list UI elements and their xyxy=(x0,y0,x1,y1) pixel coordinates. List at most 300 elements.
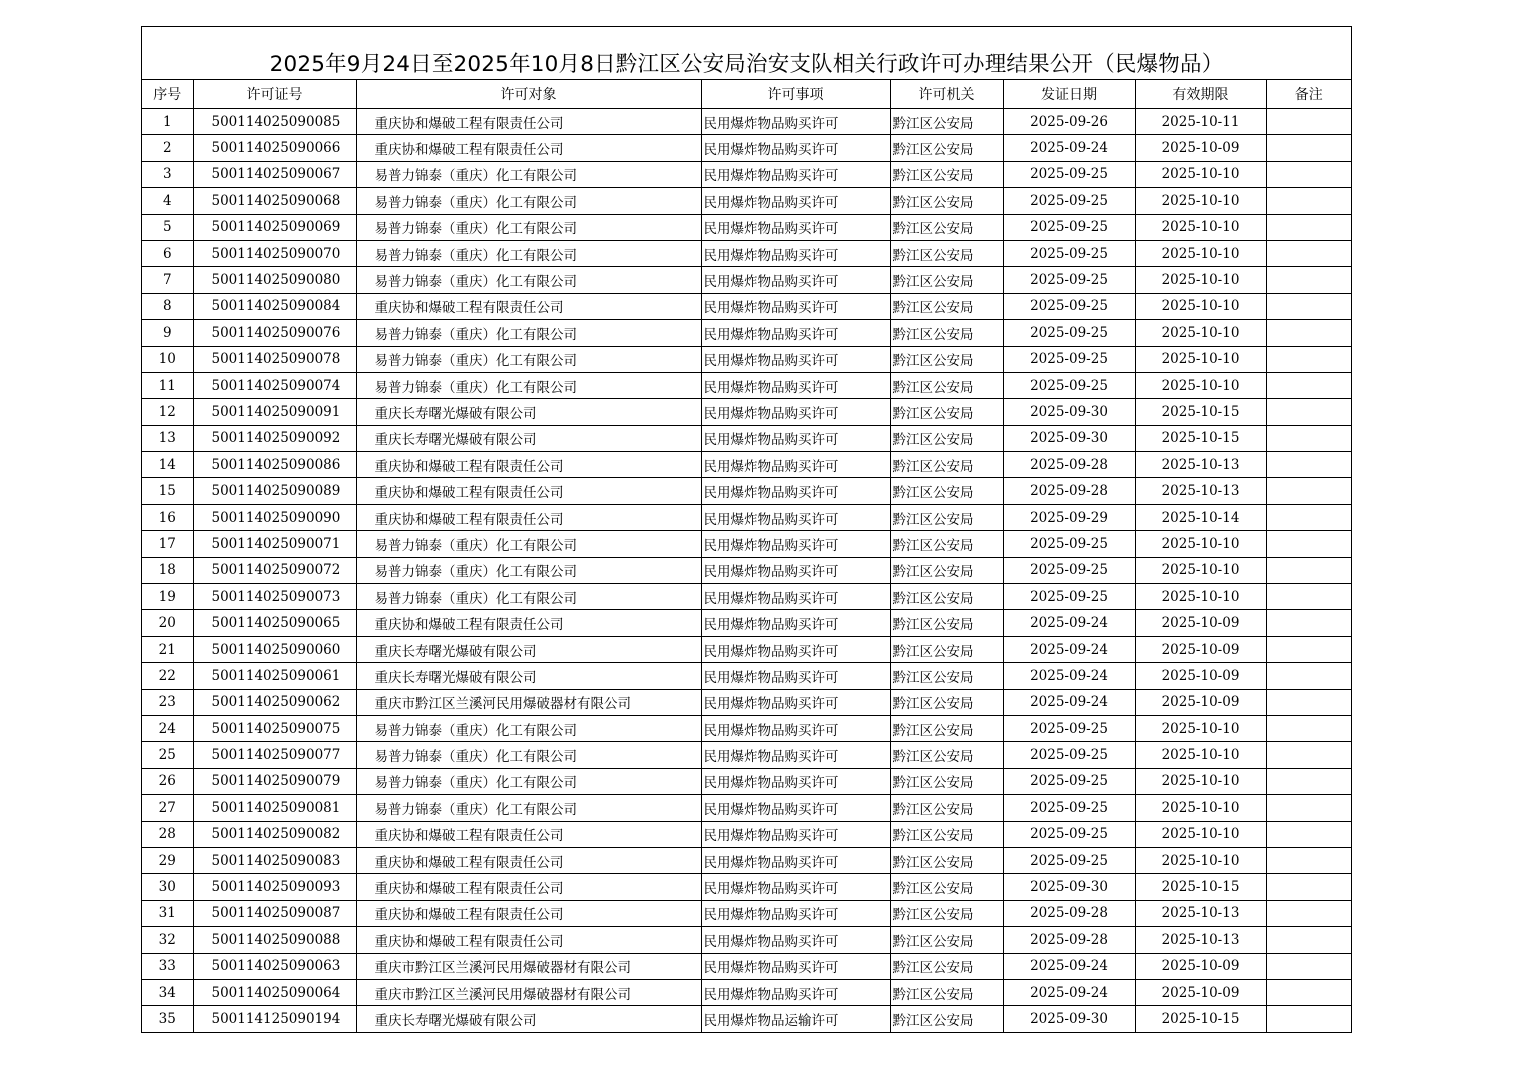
cell-index: 12 xyxy=(142,399,193,425)
table-row xyxy=(142,161,1351,187)
cell-valid-until: 2025-10-11 xyxy=(1135,109,1266,135)
cell-index: 11 xyxy=(142,372,193,398)
cell-remarks xyxy=(1266,636,1351,662)
cell-remarks xyxy=(1266,267,1351,293)
cell-permit-number: 500114025090060 xyxy=(193,636,356,662)
cell-index: 30 xyxy=(142,874,193,900)
cell-permit-number: 500114025090084 xyxy=(193,293,356,319)
cell-permit-number: 500114025090070 xyxy=(193,240,356,266)
cell-permit-number: 500114025090088 xyxy=(193,927,356,953)
cell-index: 2 xyxy=(142,135,193,161)
document-title: 2025年9月24日至2025年10月8日黔江区公安局治安支队相关行政许可办理结果公开（民爆物品） xyxy=(142,27,1351,80)
cell-permit-number: 500114025090067 xyxy=(193,161,356,187)
cell-permit-holder: 易普力锦泰（重庆）化工有限公司 xyxy=(356,267,701,293)
cell-issue-date: 2025-09-25 xyxy=(1003,557,1135,583)
cell-issue-date: 2025-09-30 xyxy=(1003,399,1135,425)
cell-valid-until: 2025-10-10 xyxy=(1135,188,1266,214)
cell-permit-holder: 重庆协和爆破工程有限责任公司 xyxy=(356,927,701,953)
cell-index: 17 xyxy=(142,531,193,557)
cell-remarks xyxy=(1266,320,1351,346)
cell-permit-number: 500114025090080 xyxy=(193,267,356,293)
cell-permit-number: 500114025090063 xyxy=(193,953,356,979)
cell-permit-number: 500114025090091 xyxy=(193,399,356,425)
table-row xyxy=(142,240,1351,266)
cell-issue-date: 2025-09-25 xyxy=(1003,372,1135,398)
table-row xyxy=(142,214,1351,240)
table-row xyxy=(142,478,1351,504)
table-row xyxy=(142,188,1351,214)
cell-index: 32 xyxy=(142,927,193,953)
cell-issue-date: 2025-09-25 xyxy=(1003,161,1135,187)
cell-permit-number: 500114025090068 xyxy=(193,188,356,214)
table-row xyxy=(142,346,1351,372)
cell-remarks xyxy=(1266,557,1351,583)
cell-permit-number: 500114025090087 xyxy=(193,900,356,926)
cell-permit-authority: 黔江区公安局 xyxy=(890,293,1003,319)
cell-valid-until: 2025-10-10 xyxy=(1135,795,1266,821)
cell-permit-number: 500114025090061 xyxy=(193,663,356,689)
cell-permit-item: 民用爆炸物品购买许可 xyxy=(701,109,890,135)
cell-valid-until: 2025-10-10 xyxy=(1135,372,1266,398)
cell-permit-holder: 易普力锦泰（重庆）化工有限公司 xyxy=(356,768,701,794)
cell-issue-date: 2025-09-26 xyxy=(1003,109,1135,135)
cell-permit-authority: 黔江区公安局 xyxy=(890,425,1003,451)
cell-permit-holder: 易普力锦泰（重庆）化工有限公司 xyxy=(356,346,701,372)
cell-remarks xyxy=(1266,953,1351,979)
cell-permit-number: 500114025090089 xyxy=(193,478,356,504)
cell-permit-holder: 重庆协和爆破工程有限责任公司 xyxy=(356,847,701,873)
table-row xyxy=(142,531,1351,557)
cell-remarks xyxy=(1266,900,1351,926)
cell-index: 22 xyxy=(142,663,193,689)
header-permit-holder: 许可对象 xyxy=(356,80,701,109)
cell-permit-item: 民用爆炸物品购买许可 xyxy=(701,689,890,715)
cell-permit-holder: 重庆长寿曙光爆破有限公司 xyxy=(356,663,701,689)
cell-issue-date: 2025-09-25 xyxy=(1003,320,1135,346)
cell-issue-date: 2025-09-25 xyxy=(1003,188,1135,214)
cell-index: 19 xyxy=(142,584,193,610)
header-issue-date: 发证日期 xyxy=(1003,80,1135,109)
cell-permit-number: 500114025090062 xyxy=(193,689,356,715)
cell-remarks xyxy=(1266,584,1351,610)
table-row xyxy=(142,821,1351,847)
cell-index: 24 xyxy=(142,715,193,741)
cell-valid-until: 2025-10-09 xyxy=(1135,663,1266,689)
cell-index: 14 xyxy=(142,452,193,478)
table-row xyxy=(142,1006,1351,1032)
cell-issue-date: 2025-09-25 xyxy=(1003,715,1135,741)
table-row xyxy=(142,689,1351,715)
cell-index: 6 xyxy=(142,240,193,266)
cell-permit-authority: 黔江区公安局 xyxy=(890,584,1003,610)
cell-permit-authority: 黔江区公安局 xyxy=(890,768,1003,794)
cell-permit-item: 民用爆炸物品购买许可 xyxy=(701,452,890,478)
cell-remarks xyxy=(1266,927,1351,953)
cell-permit-authority: 黔江区公安局 xyxy=(890,927,1003,953)
cell-valid-until: 2025-10-09 xyxy=(1135,953,1266,979)
table-row xyxy=(142,452,1351,478)
cell-issue-date: 2025-09-24 xyxy=(1003,610,1135,636)
cell-permit-number: 500114025090073 xyxy=(193,584,356,610)
cell-issue-date: 2025-09-29 xyxy=(1003,504,1135,530)
cell-issue-date: 2025-09-24 xyxy=(1003,979,1135,1005)
cell-permit-holder: 重庆长寿曙光爆破有限公司 xyxy=(356,1006,701,1032)
cell-index: 15 xyxy=(142,478,193,504)
cell-permit-number: 500114025090075 xyxy=(193,715,356,741)
cell-permit-authority: 黔江区公安局 xyxy=(890,874,1003,900)
cell-permit-holder: 重庆协和爆破工程有限责任公司 xyxy=(356,452,701,478)
cell-permit-item: 民用爆炸物品购买许可 xyxy=(701,927,890,953)
cell-permit-item: 民用爆炸物品购买许可 xyxy=(701,874,890,900)
cell-remarks xyxy=(1266,874,1351,900)
cell-permit-number: 500114025090066 xyxy=(193,135,356,161)
cell-valid-until: 2025-10-10 xyxy=(1135,531,1266,557)
cell-permit-number: 500114025090079 xyxy=(193,768,356,794)
cell-permit-item: 民用爆炸物品购买许可 xyxy=(701,425,890,451)
cell-valid-until: 2025-10-09 xyxy=(1135,135,1266,161)
cell-permit-authority: 黔江区公安局 xyxy=(890,900,1003,926)
cell-permit-holder: 易普力锦泰（重庆）化工有限公司 xyxy=(356,161,701,187)
cell-remarks xyxy=(1266,425,1351,451)
cell-permit-number: 500114025090078 xyxy=(193,346,356,372)
cell-remarks xyxy=(1266,188,1351,214)
cell-permit-item: 民用爆炸物品购买许可 xyxy=(701,979,890,1005)
cell-permit-number: 500114025090085 xyxy=(193,109,356,135)
cell-index: 31 xyxy=(142,900,193,926)
cell-permit-holder: 重庆长寿曙光爆破有限公司 xyxy=(356,399,701,425)
cell-remarks xyxy=(1266,293,1351,319)
cell-permit-number: 500114025090086 xyxy=(193,452,356,478)
cell-index: 13 xyxy=(142,425,193,451)
cell-permit-holder: 易普力锦泰（重庆）化工有限公司 xyxy=(356,557,701,583)
cell-permit-item: 民用爆炸物品购买许可 xyxy=(701,504,890,530)
cell-index: 1 xyxy=(142,109,193,135)
cell-index: 18 xyxy=(142,557,193,583)
cell-permit-holder: 易普力锦泰（重庆）化工有限公司 xyxy=(356,795,701,821)
cell-permit-authority: 黔江区公安局 xyxy=(890,188,1003,214)
table-row xyxy=(142,504,1351,530)
cell-index: 35 xyxy=(142,1006,193,1032)
cell-index: 21 xyxy=(142,636,193,662)
cell-permit-authority: 黔江区公安局 xyxy=(890,531,1003,557)
cell-issue-date: 2025-09-24 xyxy=(1003,953,1135,979)
cell-permit-authority: 黔江区公安局 xyxy=(890,399,1003,425)
cell-issue-date: 2025-09-24 xyxy=(1003,135,1135,161)
cell-permit-number: 500114025090072 xyxy=(193,557,356,583)
cell-issue-date: 2025-09-28 xyxy=(1003,927,1135,953)
cell-permit-number: 500114025090071 xyxy=(193,531,356,557)
cell-issue-date: 2025-09-25 xyxy=(1003,293,1135,319)
cell-valid-until: 2025-10-15 xyxy=(1135,425,1266,451)
header-permit-number: 许可证号 xyxy=(193,80,356,109)
cell-permit-authority: 黔江区公安局 xyxy=(890,795,1003,821)
cell-permit-item: 民用爆炸物品购买许可 xyxy=(701,346,890,372)
cell-permit-holder: 重庆协和爆破工程有限责任公司 xyxy=(356,874,701,900)
cell-permit-authority: 黔江区公安局 xyxy=(890,663,1003,689)
cell-permit-authority: 黔江区公安局 xyxy=(890,109,1003,135)
cell-permit-number: 500114025090065 xyxy=(193,610,356,636)
cell-remarks xyxy=(1266,399,1351,425)
table-row xyxy=(142,557,1351,583)
cell-valid-until: 2025-10-10 xyxy=(1135,742,1266,768)
cell-remarks xyxy=(1266,689,1351,715)
cell-permit-item: 民用爆炸物品购买许可 xyxy=(701,399,890,425)
cell-index: 10 xyxy=(142,346,193,372)
cell-issue-date: 2025-09-28 xyxy=(1003,478,1135,504)
cell-valid-until: 2025-10-13 xyxy=(1135,927,1266,953)
cell-permit-item: 民用爆炸物品购买许可 xyxy=(701,953,890,979)
cell-permit-authority: 黔江区公安局 xyxy=(890,161,1003,187)
cell-valid-until: 2025-10-09 xyxy=(1135,689,1266,715)
cell-valid-until: 2025-10-15 xyxy=(1135,1006,1266,1032)
cell-issue-date: 2025-09-25 xyxy=(1003,531,1135,557)
cell-permit-authority: 黔江区公安局 xyxy=(890,346,1003,372)
table-row xyxy=(142,953,1351,979)
cell-valid-until: 2025-10-10 xyxy=(1135,293,1266,319)
cell-valid-until: 2025-10-10 xyxy=(1135,584,1266,610)
cell-permit-holder: 重庆协和爆破工程有限责任公司 xyxy=(356,610,701,636)
cell-permit-item: 民用爆炸物品购买许可 xyxy=(701,900,890,926)
cell-valid-until: 2025-10-10 xyxy=(1135,320,1266,346)
cell-permit-item: 民用爆炸物品运输许可 xyxy=(701,1006,890,1032)
cell-permit-number: 500114025090074 xyxy=(193,372,356,398)
cell-permit-authority: 黔江区公安局 xyxy=(890,320,1003,346)
cell-index: 27 xyxy=(142,795,193,821)
cell-remarks xyxy=(1266,135,1351,161)
cell-permit-authority: 黔江区公安局 xyxy=(890,214,1003,240)
cell-remarks xyxy=(1266,504,1351,530)
cell-valid-until: 2025-10-10 xyxy=(1135,240,1266,266)
cell-permit-holder: 易普力锦泰（重庆）化工有限公司 xyxy=(356,240,701,266)
cell-permit-holder: 重庆市黔江区兰溪河民用爆破器材有限公司 xyxy=(356,689,701,715)
cell-remarks xyxy=(1266,214,1351,240)
table-row xyxy=(142,584,1351,610)
cell-permit-authority: 黔江区公安局 xyxy=(890,715,1003,741)
table-row xyxy=(142,715,1351,741)
table-row xyxy=(142,847,1351,873)
cell-permit-holder: 重庆协和爆破工程有限责任公司 xyxy=(356,293,701,319)
cell-index: 29 xyxy=(142,847,193,873)
cell-valid-until: 2025-10-10 xyxy=(1135,847,1266,873)
table-row xyxy=(142,293,1351,319)
table-row xyxy=(142,979,1351,1005)
cell-permit-authority: 黔江区公安局 xyxy=(890,742,1003,768)
cell-permit-authority: 黔江区公安局 xyxy=(890,452,1003,478)
cell-remarks xyxy=(1266,768,1351,794)
cell-issue-date: 2025-09-25 xyxy=(1003,240,1135,266)
header-index: 序号 xyxy=(142,80,193,109)
cell-permit-number: 500114125090194 xyxy=(193,1006,356,1032)
cell-remarks xyxy=(1266,795,1351,821)
cell-permit-number: 500114025090064 xyxy=(193,979,356,1005)
table-row xyxy=(142,795,1351,821)
table-row xyxy=(142,927,1351,953)
cell-valid-until: 2025-10-14 xyxy=(1135,504,1266,530)
header-permit-authority: 许可机关 xyxy=(890,80,1003,109)
cell-permit-holder: 易普力锦泰（重庆）化工有限公司 xyxy=(356,372,701,398)
cell-permit-number: 500114025090090 xyxy=(193,504,356,530)
cell-issue-date: 2025-09-30 xyxy=(1003,425,1135,451)
cell-index: 33 xyxy=(142,953,193,979)
header-permit-item: 许可事项 xyxy=(701,80,890,109)
cell-valid-until: 2025-10-10 xyxy=(1135,557,1266,583)
cell-permit-authority: 黔江区公安局 xyxy=(890,610,1003,636)
cell-permit-authority: 黔江区公安局 xyxy=(890,240,1003,266)
cell-permit-item: 民用爆炸物品购买许可 xyxy=(701,768,890,794)
cell-permit-item: 民用爆炸物品购买许可 xyxy=(701,636,890,662)
cell-permit-authority: 黔江区公安局 xyxy=(890,372,1003,398)
cell-valid-until: 2025-10-15 xyxy=(1135,874,1266,900)
cell-remarks xyxy=(1266,372,1351,398)
cell-valid-until: 2025-10-10 xyxy=(1135,715,1266,741)
cell-issue-date: 2025-09-28 xyxy=(1003,900,1135,926)
cell-permit-item: 民用爆炸物品购买许可 xyxy=(701,610,890,636)
cell-issue-date: 2025-09-25 xyxy=(1003,267,1135,293)
cell-permit-holder: 易普力锦泰（重庆）化工有限公司 xyxy=(356,715,701,741)
table-row xyxy=(142,610,1351,636)
cell-remarks xyxy=(1266,161,1351,187)
cell-index: 25 xyxy=(142,742,193,768)
cell-permit-item: 民用爆炸物品购买许可 xyxy=(701,715,890,741)
cell-index: 34 xyxy=(142,979,193,1005)
cell-valid-until: 2025-10-09 xyxy=(1135,636,1266,662)
table-row xyxy=(142,399,1351,425)
header-valid-until: 有效期限 xyxy=(1135,80,1266,109)
cell-valid-until: 2025-10-09 xyxy=(1135,610,1266,636)
cell-permit-item: 民用爆炸物品购买许可 xyxy=(701,557,890,583)
cell-permit-number: 500114025090083 xyxy=(193,847,356,873)
cell-valid-until: 2025-10-13 xyxy=(1135,452,1266,478)
cell-issue-date: 2025-09-30 xyxy=(1003,874,1135,900)
cell-remarks xyxy=(1266,742,1351,768)
cell-remarks xyxy=(1266,240,1351,266)
cell-permit-item: 民用爆炸物品购买许可 xyxy=(701,742,890,768)
cell-permit-holder: 重庆协和爆破工程有限责任公司 xyxy=(356,504,701,530)
cell-index: 23 xyxy=(142,689,193,715)
cell-permit-authority: 黔江区公安局 xyxy=(890,504,1003,530)
cell-index: 26 xyxy=(142,768,193,794)
cell-remarks xyxy=(1266,478,1351,504)
cell-permit-number: 500114025090081 xyxy=(193,795,356,821)
document-page xyxy=(141,26,1352,1033)
table-header-row xyxy=(142,80,1351,109)
cell-issue-date: 2025-09-28 xyxy=(1003,452,1135,478)
cell-remarks xyxy=(1266,979,1351,1005)
cell-remarks xyxy=(1266,452,1351,478)
cell-remarks xyxy=(1266,821,1351,847)
cell-issue-date: 2025-09-24 xyxy=(1003,663,1135,689)
cell-issue-date: 2025-09-25 xyxy=(1003,768,1135,794)
cell-index: 9 xyxy=(142,320,193,346)
cell-issue-date: 2025-09-25 xyxy=(1003,346,1135,372)
cell-remarks xyxy=(1266,715,1351,741)
cell-permit-holder: 易普力锦泰（重庆）化工有限公司 xyxy=(356,214,701,240)
cell-permit-authority: 黔江区公安局 xyxy=(890,979,1003,1005)
cell-index: 5 xyxy=(142,214,193,240)
cell-permit-authority: 黔江区公安局 xyxy=(890,557,1003,583)
table-row xyxy=(142,768,1351,794)
cell-permit-item: 民用爆炸物品购买许可 xyxy=(701,795,890,821)
cell-permit-number: 500114025090082 xyxy=(193,821,356,847)
cell-permit-holder: 重庆市黔江区兰溪河民用爆破器材有限公司 xyxy=(356,979,701,1005)
cell-issue-date: 2025-09-24 xyxy=(1003,636,1135,662)
cell-issue-date: 2025-09-25 xyxy=(1003,584,1135,610)
cell-valid-until: 2025-10-10 xyxy=(1135,267,1266,293)
cell-permit-number: 500114025090093 xyxy=(193,874,356,900)
cell-valid-until: 2025-10-15 xyxy=(1135,399,1266,425)
cell-permit-authority: 黔江区公安局 xyxy=(890,953,1003,979)
cell-permit-number: 500114025090077 xyxy=(193,742,356,768)
cell-valid-until: 2025-10-10 xyxy=(1135,214,1266,240)
table-row xyxy=(142,742,1351,768)
cell-permit-holder: 重庆协和爆破工程有限责任公司 xyxy=(356,109,701,135)
cell-permit-item: 民用爆炸物品购买许可 xyxy=(701,161,890,187)
table-row xyxy=(142,425,1351,451)
cell-valid-until: 2025-10-10 xyxy=(1135,768,1266,794)
cell-permit-holder: 易普力锦泰（重庆）化工有限公司 xyxy=(356,188,701,214)
table-row xyxy=(142,135,1351,161)
cell-permit-item: 民用爆炸物品购买许可 xyxy=(701,293,890,319)
cell-permit-holder: 易普力锦泰（重庆）化工有限公司 xyxy=(356,320,701,346)
cell-issue-date: 2025-09-25 xyxy=(1003,795,1135,821)
cell-valid-until: 2025-10-13 xyxy=(1135,900,1266,926)
cell-permit-item: 民用爆炸物品购买许可 xyxy=(701,320,890,346)
cell-permit-item: 民用爆炸物品购买许可 xyxy=(701,584,890,610)
table-row xyxy=(142,874,1351,900)
cell-remarks xyxy=(1266,1006,1351,1032)
cell-permit-holder: 重庆市黔江区兰溪河民用爆破器材有限公司 xyxy=(356,953,701,979)
cell-permit-number: 500114025090069 xyxy=(193,214,356,240)
cell-remarks xyxy=(1266,109,1351,135)
cell-permit-item: 民用爆炸物品购买许可 xyxy=(701,478,890,504)
cell-valid-until: 2025-10-10 xyxy=(1135,821,1266,847)
cell-permit-holder: 重庆长寿曙光爆破有限公司 xyxy=(356,636,701,662)
table-row xyxy=(142,320,1351,346)
cell-permit-item: 民用爆炸物品购买许可 xyxy=(701,240,890,266)
cell-permit-holder: 重庆协和爆破工程有限责任公司 xyxy=(356,900,701,926)
cell-permit-authority: 黔江区公安局 xyxy=(890,135,1003,161)
cell-issue-date: 2025-09-25 xyxy=(1003,214,1135,240)
table-row xyxy=(142,900,1351,926)
cell-permit-authority: 黔江区公安局 xyxy=(890,478,1003,504)
cell-remarks xyxy=(1266,346,1351,372)
cell-permit-authority: 黔江区公安局 xyxy=(890,821,1003,847)
cell-issue-date: 2025-09-25 xyxy=(1003,847,1135,873)
cell-permit-item: 民用爆炸物品购买许可 xyxy=(701,135,890,161)
cell-issue-date: 2025-09-25 xyxy=(1003,742,1135,768)
cell-permit-authority: 黔江区公安局 xyxy=(890,689,1003,715)
cell-permit-number: 500114025090076 xyxy=(193,320,356,346)
cell-permit-holder: 重庆协和爆破工程有限责任公司 xyxy=(356,821,701,847)
cell-permit-holder: 重庆长寿曙光爆破有限公司 xyxy=(356,425,701,451)
cell-remarks xyxy=(1266,663,1351,689)
cell-permit-holder: 重庆协和爆破工程有限责任公司 xyxy=(356,478,701,504)
cell-index: 16 xyxy=(142,504,193,530)
cell-index: 8 xyxy=(142,293,193,319)
cell-permit-item: 民用爆炸物品购买许可 xyxy=(701,531,890,557)
cell-permit-authority: 黔江区公安局 xyxy=(890,847,1003,873)
cell-issue-date: 2025-09-30 xyxy=(1003,1006,1135,1032)
header-remarks: 备注 xyxy=(1266,80,1351,109)
cell-index: 7 xyxy=(142,267,193,293)
table-row xyxy=(142,372,1351,398)
cell-permit-number: 500114025090092 xyxy=(193,425,356,451)
cell-issue-date: 2025-09-24 xyxy=(1003,689,1135,715)
cell-valid-until: 2025-10-10 xyxy=(1135,161,1266,187)
cell-permit-item: 民用爆炸物品购买许可 xyxy=(701,821,890,847)
cell-index: 20 xyxy=(142,610,193,636)
cell-permit-holder: 易普力锦泰（重庆）化工有限公司 xyxy=(356,531,701,557)
